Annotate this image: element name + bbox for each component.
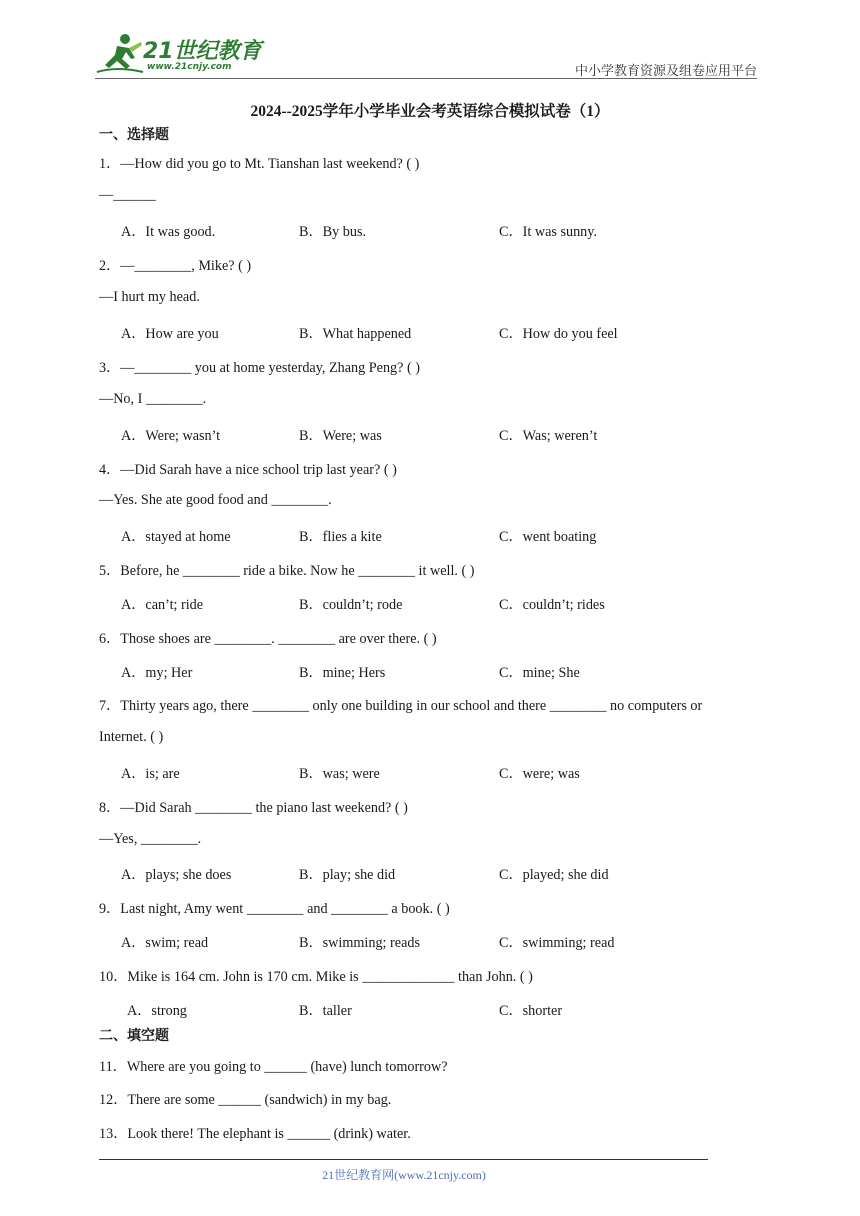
question-4-line2: —Yes. She ate good food and ________. [99, 492, 332, 508]
question-8-line2: —Yes, ________. [99, 831, 202, 847]
question-12: 12．There are some ______ (sandwich) in my bag. [99, 1092, 392, 1108]
question-8-option-b: B．play; she did [299, 867, 396, 883]
question-7-option-c: C．were; was [499, 766, 580, 782]
question-5-option-a: A．can’t; ride [121, 597, 204, 613]
question-4-option-b: B．flies a kite [299, 529, 382, 545]
question-10-stem: 10．Mike is 164 cm. John is 170 cm. Mike is _____________ than John. ( ) [99, 969, 533, 985]
question-2-option-b: B．What happened [299, 326, 412, 342]
question-7-stem: 7．Thirty years ago, there ________ only one building in our school and there ________ no computers or [99, 698, 703, 714]
question-5-option-c: C．couldn’t; rides [499, 597, 605, 613]
question-7-option-a: A．is; are [121, 766, 180, 782]
question-2-line2: —I hurt my head. [99, 289, 200, 305]
question-2-option-c: C．How do you feel [499, 326, 618, 342]
question-5-option-b: B．couldn’t; rode [299, 597, 403, 613]
page-header [95, 32, 757, 80]
question-9-option-b: B．swimming; reads [299, 935, 420, 951]
question-4-stem: 4．—Did Sarah have a nice school trip last year? ( ) [99, 462, 397, 478]
question-10-option-c: C．shorter [499, 1003, 563, 1019]
question-2-option-a: A．How are you [121, 326, 219, 342]
question-8-option-a: A．plays; she does [121, 867, 232, 883]
question-10-option-a: A．strong [127, 1003, 187, 1019]
question-7-line2: Internet. ( ) [99, 729, 164, 745]
question-9-option-a: A．swim; read [121, 935, 209, 951]
question-8-option-c: C．played; she did [499, 867, 609, 883]
question-1-option-b: B．By bus. [299, 224, 367, 240]
question-3-option-c: C．Was; weren’t [499, 428, 598, 444]
question-3-stem: 3．—________ you at home yesterday, Zhang Peng? ( ) [99, 360, 420, 376]
question-13: 13．Look there! The elephant is ______ (drink) water. [99, 1126, 411, 1142]
question-1-line2: —______ [99, 187, 156, 203]
question-3-line2: —No, I ________. [99, 391, 207, 407]
runner-logo-icon [95, 32, 145, 76]
question-6-stem: 6．Those shoes are ________. ________ are over there. ( ) [99, 631, 437, 647]
question-9-option-c: C．swimming; read [499, 935, 615, 951]
question-10-option-b: B．taller [299, 1003, 352, 1019]
question-11: 11．Where are you going to ______ (have) lunch tomorrow? [99, 1059, 448, 1075]
logo-url: www.21cnjy.com [147, 62, 232, 72]
question-1-option-c: C．It was sunny. [499, 224, 597, 240]
logo-text: 21世纪教育 [143, 39, 262, 64]
question-9-stem: 9．Last night, Amy went ________ and ________ a book. ( ) [99, 901, 450, 917]
question-3-option-a: A．Were; wasn’t [121, 428, 221, 444]
question-1-option-a: A．It was good. [121, 224, 216, 240]
section-heading-choice: 一、选择题 [99, 127, 169, 143]
question-3-option-b: B．Were; was [299, 428, 382, 444]
question-6-option-a: A．my; Her [121, 665, 193, 681]
question-5-stem: 5．Before, he ________ ride a bike. Now he ________ it well. ( ) [99, 563, 475, 579]
footer-link[interactable]: 21世纪教育网(www.21cnjy.com) [322, 1168, 486, 1182]
question-8-stem: 8．—Did Sarah ________ the piano last weekend? ( ) [99, 800, 408, 816]
question-4-option-a: A．stayed at home [121, 529, 231, 545]
question-6-option-b: B．mine; Hers [299, 665, 386, 681]
question-2-stem: 2．—________, Mike? ( ) [99, 258, 252, 274]
header-divider [95, 78, 757, 79]
footer-divider [99, 1159, 708, 1160]
page-title: 2024--2025学年小学毕业会考英语综合模拟试卷（1） [250, 103, 610, 120]
question-7-option-b: B．was; were [299, 766, 380, 782]
header-platform-text: 中小学教育资源及组卷应用平台 [574, 63, 757, 78]
question-1-stem: 1．—How did you go to Mt. Tianshan last weekend? ( ) [99, 156, 420, 172]
site-logo[interactable] [95, 32, 265, 78]
section-heading-fill: 二、填空题 [99, 1028, 169, 1044]
question-4-option-c: C．went boating [499, 529, 597, 545]
question-6-option-c: C．mine; She [499, 665, 580, 681]
